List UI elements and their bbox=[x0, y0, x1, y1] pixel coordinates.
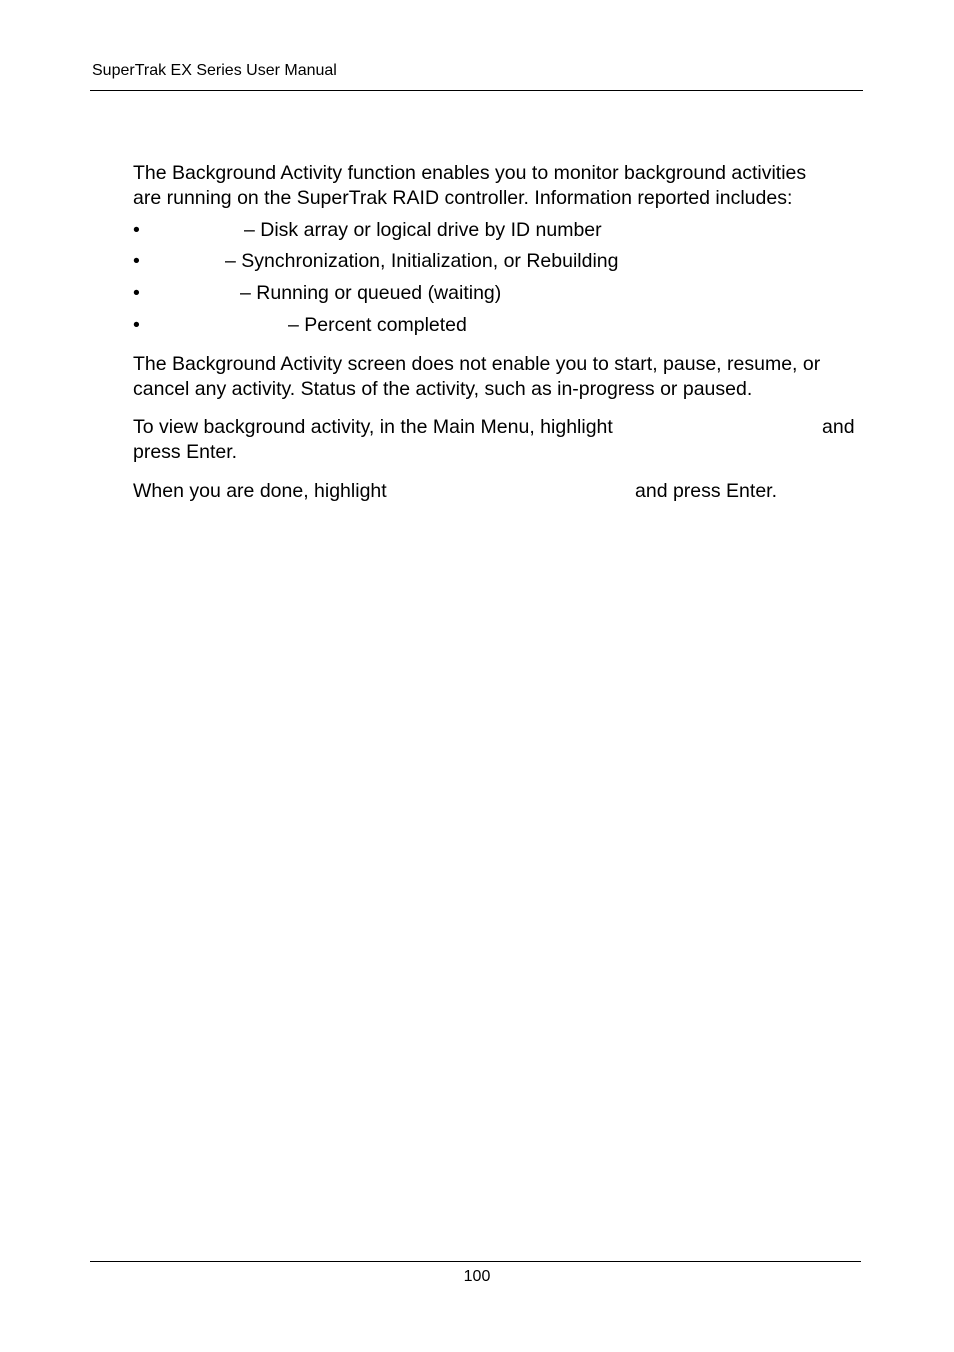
bullet-icon: • bbox=[133, 314, 140, 336]
note-line-1: The Background Activity screen does not enable you to start, pause, resume, or bbox=[133, 353, 821, 375]
page-number: 100 bbox=[463, 1268, 491, 1285]
view-instruction-and: and bbox=[822, 416, 855, 438]
done-instruction-start: When you are done, highlight bbox=[133, 480, 387, 502]
footer-divider bbox=[90, 1261, 861, 1262]
bullet-icon: • bbox=[133, 282, 140, 304]
note-line-2: cancel any activity. Status of the activity, such as in-progress or paused. bbox=[133, 378, 753, 400]
intro-line-2: are running on the SuperTrak RAID controller. Information reported includes: bbox=[133, 187, 793, 209]
bullet-icon: • bbox=[133, 219, 140, 241]
list-item-text: – Synchronization, Initialization, or Rebuilding bbox=[225, 250, 619, 272]
list-item-text: – Disk array or logical drive by ID number bbox=[244, 219, 602, 241]
list-item-text: – Percent completed bbox=[288, 314, 467, 336]
header-title: SuperTrak EX Series User Manual bbox=[92, 62, 337, 79]
bullet-icon: • bbox=[133, 250, 140, 272]
view-instruction-line-1: To view background activity, in the Main Menu, highlight bbox=[133, 416, 613, 438]
header-divider bbox=[90, 90, 863, 91]
view-instruction-line-2: press Enter. bbox=[133, 441, 238, 463]
list-item-text: – Running or queued (waiting) bbox=[240, 282, 502, 304]
done-instruction-end: and press Enter. bbox=[635, 480, 778, 502]
intro-line-1: The Background Activity function enables you to monitor background activities bbox=[133, 162, 807, 184]
